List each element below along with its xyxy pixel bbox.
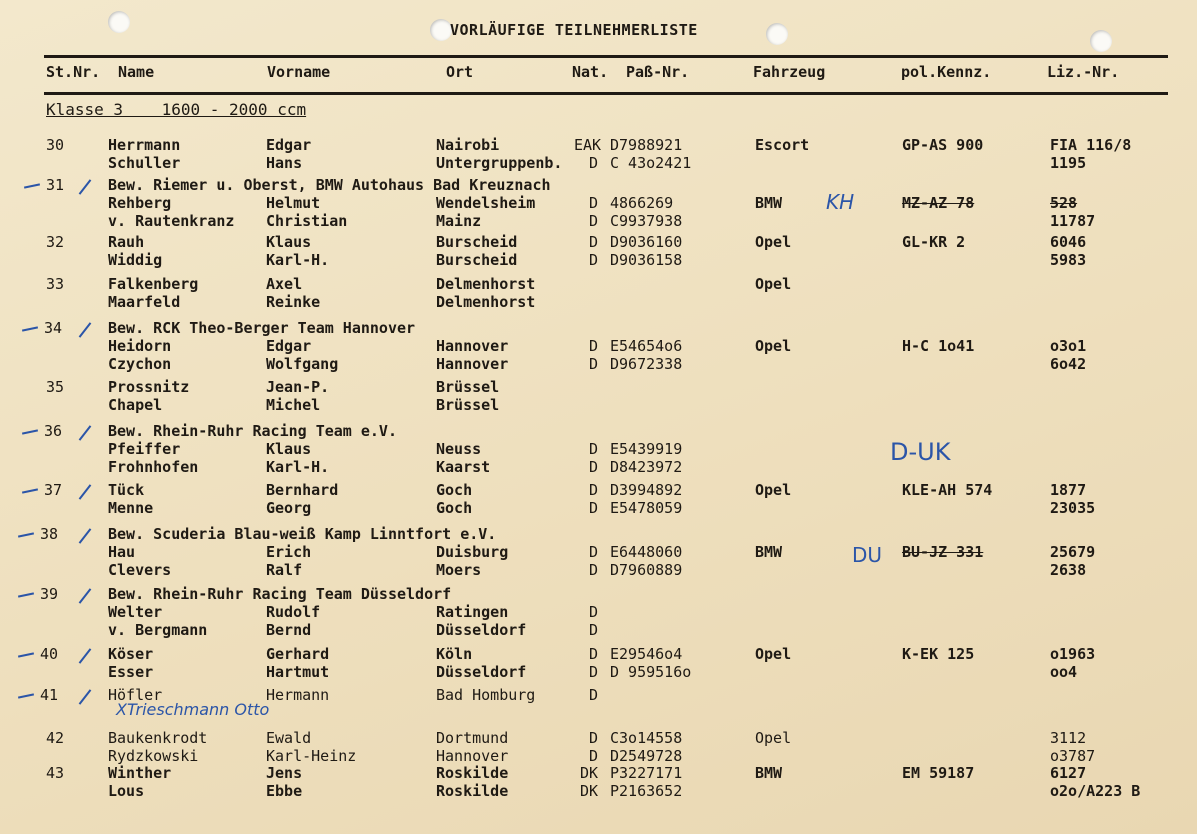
cell-vorname: Edgar [266,337,312,355]
col-header-pass: Paß-Nr. [626,63,690,81]
cell-ort: Dortmund [436,729,509,747]
team-name: Bew. RCK Theo-Berger Team Hannover [108,319,416,337]
cell-nat: D [588,251,598,269]
cell-ort: Hannover [436,337,509,355]
start-number: 36 [44,422,63,440]
cell-name: v. Rautenkranz [108,212,235,230]
handwritten-note: D-UK [890,438,951,466]
divider [44,92,1168,95]
cell-fahrzeug: BMW [755,764,783,782]
punch-hole [430,19,452,41]
cell-fahrzeug: Opel [755,729,792,747]
start-number: 43 [46,764,65,782]
cell-ort: Wendelsheim [436,194,536,212]
cell-ort: Düsseldorf [436,621,527,639]
cell-ort: Goch [436,481,473,499]
cell-ort: Düsseldorf [436,663,527,681]
cell-nat: D [588,458,598,476]
cell-pass: E54654o6 [610,337,683,355]
cell-name: Köser [108,645,154,663]
cell-name: Frohnhofen [108,458,199,476]
cell-name: Rydzkowski [108,747,199,765]
cell-name: Herrmann [108,136,181,154]
cell-ort: Mainz [436,212,482,230]
cell-liz: 25679 [1050,543,1096,561]
cell-kennz: KLE-AH 574 [902,481,993,499]
cell-nat: D [588,499,598,517]
cell-pass: D9672338 [610,355,683,373]
cell-name: Pfeiffer [108,440,181,458]
cell-pass: C9937938 [610,212,683,230]
cell-vorname: Reinke [266,293,321,311]
cell-pass: D9036158 [610,251,683,269]
cell-name: Baukenkrodt [108,729,208,747]
cell-ort: Duisburg [436,543,509,561]
start-number: 32 [46,233,65,251]
cell-fahrzeug: Opel [755,337,792,355]
cell-vorname: Georg [266,499,312,517]
cell-ort: Nairobi [436,136,500,154]
cell-vorname: Ebbe [266,782,303,800]
cell-liz: 5983 [1050,251,1087,269]
cell-fahrzeug: Escort [755,136,810,154]
cell-name: Rehberg [108,194,172,212]
cell-vorname: Karl-H. [266,458,330,476]
cell-liz: FIA 116/8 [1050,136,1132,154]
cell-vorname: Gerhard [266,645,330,663]
class-heading: Klasse 3 1600 - 2000 ccm [46,100,307,119]
team-name: Bew. Rhein-Ruhr Racing Team e.V. [108,422,397,440]
cell-liz: 528 [1050,194,1078,212]
cell-vorname: Karl-Heinz [266,747,357,765]
check-mark [24,183,40,188]
cell-pass: D7988921 [610,136,683,154]
team-name: Bew. Scuderia Blau-weiß Kamp Linntfort e.V. [108,525,497,543]
cell-ort: Bad Homburg [436,686,536,704]
cell-liz: oo4 [1050,663,1078,681]
cell-nat: D [588,212,598,230]
divider [44,55,1168,58]
cell-pass: 4866269 [610,194,674,212]
cell-vorname: Karl-H. [266,251,330,269]
cell-name: Prossnitz [108,378,190,396]
cell-vorname: Bernhard [266,481,339,499]
cell-pass: D3994892 [610,481,683,499]
cell-vorname: Helmut [266,194,321,212]
cell-vorname: Hans [266,154,303,172]
check-mark [22,326,38,331]
cell-nat: D [588,481,598,499]
check-mark [79,588,92,603]
cell-nat: D [588,747,598,765]
cell-liz: 23035 [1050,499,1096,517]
cell-ort: Roskilde [436,764,509,782]
cell-vorname: Hermann [266,686,330,704]
cell-name: Winther [108,764,172,782]
cell-name: Clevers [108,561,172,579]
cell-liz: 2638 [1050,561,1087,579]
start-number: 41 [40,686,59,704]
cell-nat: D [588,355,598,373]
cell-pass: E5439919 [610,440,683,458]
col-header-ort: Ort [446,63,474,81]
cell-fahrzeug: Opel [755,481,792,499]
cell-name: Chapel [108,396,163,414]
handwritten-note: XTrieschmann Otto [116,700,270,719]
cell-kennz: H-C 1o41 [902,337,975,355]
check-mark [18,592,34,597]
cell-name: Schuller [108,154,181,172]
check-mark [79,322,92,337]
cell-fahrzeug: Opel [755,645,792,663]
cell-ort: Burscheid [436,251,518,269]
check-mark [79,425,92,440]
cell-nat: D [588,440,598,458]
cell-vorname: Rudolf [266,603,321,621]
cell-liz: 1877 [1050,481,1087,499]
col-header-kennz: pol.Kennz. [901,63,992,81]
cell-fahrzeug: Opel [755,275,792,293]
check-mark [79,484,92,499]
cell-liz: 11787 [1050,212,1096,230]
cell-nat: D [588,194,598,212]
check-mark [22,429,38,434]
team-name: Bew. Riemer u. Oberst, BMW Autohaus Bad Kreuznach [108,176,551,194]
cell-kennz: GL-KR 2 [902,233,966,251]
cell-nat: D [588,621,598,639]
cell-ort: Brüssel [436,396,500,414]
cell-nat: EAK [574,136,602,154]
cell-ort: Goch [436,499,473,517]
cell-fahrzeug: BMW [755,543,783,561]
cell-nat: D [588,543,598,561]
cell-ort: Delmenhorst [436,293,536,311]
start-number: 39 [40,585,59,603]
cell-pass: C 43o2421 [610,154,692,172]
cell-vorname: Axel [266,275,303,293]
cell-vorname: Erich [266,543,312,561]
start-number: 42 [46,729,65,747]
cell-vorname: Jens [266,764,303,782]
cell-fahrzeug: BMW [755,194,783,212]
check-mark [18,532,34,537]
check-mark [79,179,92,194]
cell-name: v. Bergmann [108,621,208,639]
cell-nat: DK [579,782,598,800]
cell-ort: Ratingen [436,603,509,621]
cell-liz: o3o1 [1050,337,1087,355]
start-number: 30 [46,136,65,154]
cell-nat: D [588,729,598,747]
handwritten-note: DU [852,543,883,567]
cell-kennz: EM 59187 [902,764,975,782]
cell-nat: D [588,561,598,579]
cell-liz: 6046 [1050,233,1087,251]
cell-name: Heidorn [108,337,172,355]
team-name: Bew. Rhein-Ruhr Racing Team Düsseldorf [108,585,452,603]
cell-ort: Moers [436,561,482,579]
cell-kennz: GP-AS 900 [902,136,984,154]
check-mark [18,652,34,657]
cell-vorname: Jean-P. [266,378,330,396]
check-mark [79,648,92,663]
cell-kennz: K-EK 125 [902,645,975,663]
cell-liz: 1195 [1050,154,1087,172]
cell-liz: o1963 [1050,645,1096,663]
cell-liz: 3112 [1050,729,1087,747]
cell-pass: D9036160 [610,233,683,251]
cell-nat: DK [579,764,598,782]
cell-ort: Hannover [436,355,509,373]
cell-name: Maarfeld [108,293,181,311]
cell-ort: Neuss [436,440,482,458]
start-number: 31 [46,176,65,194]
cell-nat: D [588,645,598,663]
cell-ort: Kaarst [436,458,491,476]
handwritten-note: KH [826,190,855,214]
cell-vorname: Wolfgang [266,355,339,373]
col-header-nat: Nat. [572,63,609,81]
cell-pass: D8423972 [610,458,683,476]
start-number: 38 [40,525,59,543]
cell-ort: Hannover [436,747,509,765]
cell-vorname: Klaus [266,440,312,458]
col-header-nr: St.Nr. [46,63,101,81]
start-number: 37 [44,481,63,499]
cell-pass: D 959516o [610,663,692,681]
document-title: VORLÄUFIGE TEILNEHMERLISTE [450,21,698,39]
cell-ort: Burscheid [436,233,518,251]
cell-fahrzeug: Opel [755,233,792,251]
cell-nat: D [588,686,598,704]
cell-vorname: Edgar [266,136,312,154]
col-header-name: Name [118,63,155,81]
cell-vorname: Hartmut [266,663,330,681]
cell-nat: D [588,603,598,621]
cell-liz: 6o42 [1050,355,1087,373]
cell-liz: o2o/A223 B [1050,782,1141,800]
cell-ort: Roskilde [436,782,509,800]
col-header-liz: Liz.-Nr. [1047,63,1120,81]
cell-pass: E6448060 [610,543,683,561]
cell-nat: D [588,337,598,355]
cell-name: Tück [108,481,145,499]
cell-vorname: Bernd [266,621,312,639]
start-number: 40 [40,645,59,663]
cell-name: Widdig [108,251,163,269]
punch-hole [766,23,788,45]
col-header-vorname: Vorname [267,63,331,81]
punch-hole [1090,30,1112,52]
cell-pass: D2549728 [610,747,683,765]
check-mark [79,689,92,704]
cell-ort: Brüssel [436,378,500,396]
cell-ort: Untergruppenb. [436,154,563,172]
cell-name: Czychon [108,355,172,373]
cell-liz: 6127 [1050,764,1087,782]
cell-name: Lous [108,782,145,800]
cell-vorname: Klaus [266,233,312,251]
cell-pass: E29546o4 [610,645,683,663]
cell-pass: P2163652 [610,782,683,800]
cell-vorname: Ralf [266,561,303,579]
cell-liz: o3787 [1050,747,1096,765]
cell-name: Esser [108,663,154,681]
cell-pass: E5478059 [610,499,683,517]
cell-nat: D [588,154,598,172]
cell-ort: Delmenhorst [436,275,536,293]
cell-name: Hau [108,543,136,561]
cell-name: Falkenberg [108,275,199,293]
punch-hole [108,11,130,33]
check-mark [18,693,34,698]
check-mark [79,528,92,543]
cell-name: Welter [108,603,163,621]
col-header-fahrzeug: Fahrzeug [753,63,826,81]
cell-nat: D [588,663,598,681]
cell-name: Höfler [108,686,163,704]
cell-pass: P3227171 [610,764,683,782]
cell-pass: C3o14558 [610,729,683,747]
cell-kennz: MZ-AZ 78 [902,194,975,212]
cell-kennz: BU-JZ 331 [902,543,984,561]
cell-vorname: Ewald [266,729,312,747]
cell-name: Rauh [108,233,145,251]
check-mark [22,488,38,493]
start-number: 34 [44,319,63,337]
cell-name: Menne [108,499,154,517]
start-number: 35 [46,378,65,396]
cell-ort: Köln [436,645,473,663]
cell-nat: D [588,233,598,251]
cell-vorname: Michel [266,396,321,414]
start-number: 33 [46,275,65,293]
cell-pass: D7960889 [610,561,683,579]
cell-vorname: Christian [266,212,348,230]
